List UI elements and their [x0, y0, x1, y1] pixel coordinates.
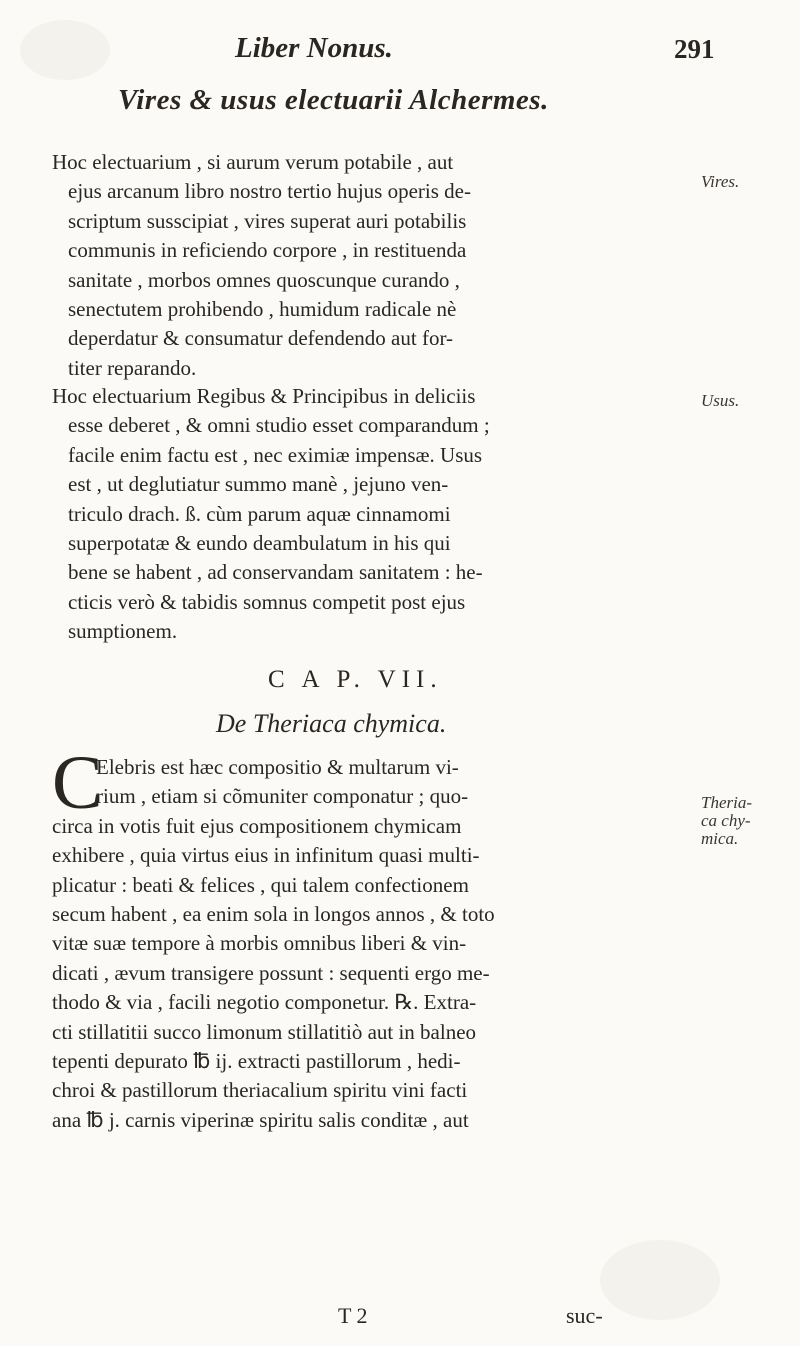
section-title: Vires & usus electuarii Alchermes. [118, 84, 549, 116]
marginal-line: mica. [701, 829, 739, 848]
paragraph-theriaca [52, 741, 662, 1135]
text-line: chroi & pastillorum theriacalium spiritu vini facti [52, 1078, 468, 1103]
text-line: cticis verò & tabidis somnus competit post ejus [68, 589, 466, 614]
text-line: senectutem prohibendo , humidum radicale nè [68, 296, 457, 321]
paragraph-vires [52, 148, 662, 383]
signature-mark: T 2 [338, 1303, 368, 1328]
text-line: scriptum susscipiat , vires superat auri potabilis [68, 208, 467, 233]
text-line: Elebris est hæc compositio & multarum vi- [96, 755, 459, 779]
chapter-number: C A P. VII. [268, 666, 443, 693]
text-line: Hoc electuarium , si aurum verum potabile , aut [52, 150, 454, 174]
text-line: communis in reficiendo corpore , in restituenda [68, 238, 467, 263]
text-line: secum habent , ea enim sola in longos annos , & toto [52, 901, 495, 926]
marginal-note-theriaca [701, 794, 791, 848]
text-line: deperdatur & consumatur defendendo aut for- [68, 326, 454, 351]
text-line: esse deberet , & omni studio esset comparandum ; [68, 413, 490, 438]
paper-stain [600, 1240, 720, 1320]
page-number: 291 [674, 34, 715, 64]
text-line: cti stillatitii succo limonum stillatitiò aut in balneo [52, 1019, 477, 1044]
text-line: titer reparando. [68, 355, 197, 380]
text-line: ejus arcanum libro nostro tertio hujus operis de- [68, 179, 471, 204]
text-line: circa in votis fuit ejus compositionem chymicam [52, 813, 462, 838]
text-line: superpotatæ & eundo deambulatum in his qui [68, 530, 451, 555]
paragraph-usus [52, 382, 662, 647]
text-line: thodo & via , facili negotio componetur. ℞. Extra- [52, 990, 477, 1015]
marginal-note-usus: Usus. [701, 391, 740, 410]
text-line: sumptionem. [68, 619, 178, 644]
text-line: Hoc electuarium Regibus & Principibus in deliciis [52, 384, 476, 408]
marginal-line: Theria- [701, 793, 752, 812]
drop-cap: C [52, 741, 103, 825]
text-line: sanitate , morbos omnes quoscunque curando , [68, 267, 460, 292]
text-line: bene se habent , ad conservandam sanitatem : he- [68, 560, 483, 585]
text-line: facile enim factu est , nec eximiæ impensæ. Usus [68, 442, 483, 467]
text-line: vitæ suæ tempore à morbis omnibus liberi & vin- [52, 931, 467, 956]
chapter-title: De Theriaca chymica. [216, 709, 447, 738]
text-line: ana ℔ j. carnis viperinæ spiritu salis conditæ , aut [52, 1107, 469, 1132]
text-line: rium , etiam si cõmuniter componatur ; quo- [96, 784, 469, 809]
marginal-line: ca chy- [701, 811, 751, 830]
text-line: tepenti depurato ℔ ij. extracti pastillorum , hedi- [52, 1048, 461, 1073]
catchword: suc- [566, 1303, 603, 1328]
text-line: dicati , ævum transigere possunt : sequenti ergo me- [52, 960, 490, 985]
running-head [0, 32, 800, 68]
marginal-note-vires: Vires. [701, 172, 740, 191]
running-title: Liber Nonus. [235, 32, 393, 64]
text-line: exhibere , quia virtus eius in infinitum quasi multi- [52, 843, 480, 868]
text-line: triculo drach. ß. cùm parum aquæ cinnamomi [68, 501, 451, 526]
text-line: est , ut deglutiatur summo manè , jejuno ven- [68, 472, 449, 497]
text-line: plicatur : beati & felices , qui talem confectionem [52, 872, 469, 897]
